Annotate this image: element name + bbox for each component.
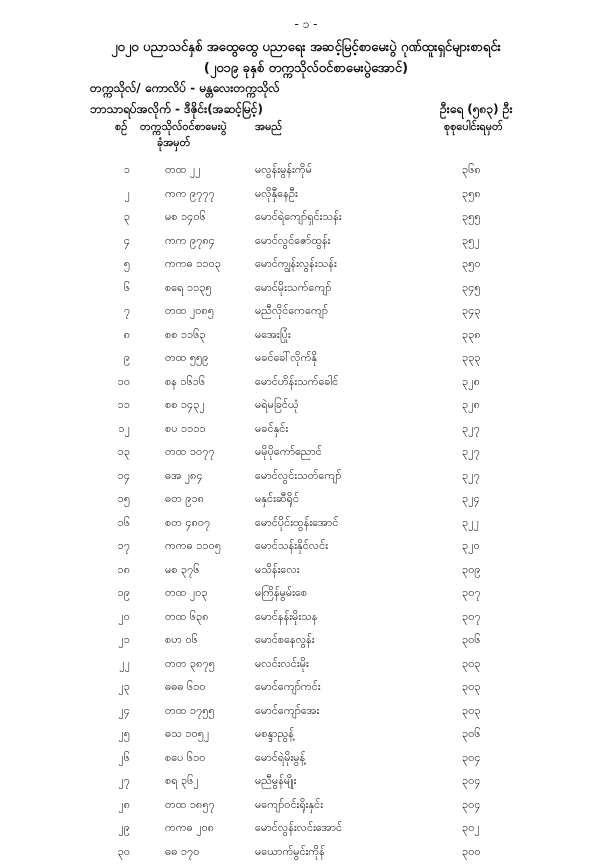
roll-number: စတ ၄၈၀၇ — [165, 516, 210, 532]
row-number: ၇ — [108, 304, 130, 320]
row-number: ၁ — [108, 163, 130, 179]
roll-number: ကကဓ ၁၁၀၅ — [165, 539, 221, 555]
table-row — [0, 163, 612, 187]
table-row — [0, 633, 612, 657]
table-row — [0, 257, 612, 281]
student-name: မောင်ကျွန်းလွန်းသန်း — [255, 257, 337, 273]
student-name: မောင်ဟိန်းသက်ခေါင် — [255, 375, 338, 391]
total-marks: ၃၀၆ — [462, 727, 481, 743]
table-row — [0, 563, 612, 587]
total-marks: ၃၀၃ — [462, 680, 481, 696]
row-number: ၂၉ — [108, 821, 130, 837]
student-name: မောင်ရဲကျော်ရှင်းသန်း — [255, 210, 342, 226]
student-name: မောင်ရဲမိုးမွန့် — [255, 751, 305, 767]
table-row — [0, 516, 612, 540]
row-number: ၂၁ — [108, 633, 130, 649]
header-no: စဉ် — [115, 120, 127, 136]
roll-number: ဓအ ၂၈၄ — [165, 469, 203, 485]
roll-number: တထ ၁၀၇၇ — [165, 445, 215, 461]
student-name: မောင်စနေလွန်း — [255, 633, 315, 649]
roll-number: တထ ၁၇၅၅ — [165, 704, 215, 720]
row-number: ၁၅ — [108, 492, 130, 508]
total-marks: ၃၀၂ — [462, 821, 480, 837]
student-name: မလင်းလင်းမိုး — [255, 657, 309, 673]
table-row — [0, 492, 612, 516]
table-row — [0, 375, 612, 399]
student-name: မနှင်းဆီရိုင် — [255, 492, 299, 508]
roll-number: စရေ ၁၁၃၅ — [165, 281, 212, 297]
row-number: ၃၀ — [108, 845, 130, 861]
table-row — [0, 351, 612, 375]
total-marks: ၃၀၃ — [462, 657, 481, 673]
table-row — [0, 704, 612, 728]
row-number: ၁၄ — [108, 469, 130, 485]
roll-number: တထ ၅၅၉ — [165, 351, 208, 367]
table-row — [0, 422, 612, 446]
row-number: ၂၈ — [108, 798, 130, 814]
total-marks: ၃၂၇ — [462, 445, 480, 461]
table-row — [0, 281, 612, 305]
row-number: ၅ — [108, 257, 130, 273]
total-marks: ၃၀၄ — [462, 774, 481, 790]
student-name: မောင်ပိုင်းထွန်းအောင် — [255, 516, 338, 532]
student-name: မောင်နန်းမိုးသန — [255, 610, 317, 626]
table-row — [0, 445, 612, 469]
student-name: မသိန်းလေး — [255, 563, 299, 579]
row-number: ၂၀ — [108, 610, 130, 626]
table-row — [0, 304, 612, 328]
student-name: မောင်မိုးသက်ကျော် — [255, 281, 331, 297]
student-name: မကြိန်မွမ်းစေ — [255, 586, 307, 602]
student-name: မောင်လွင်းသတ်ကျော် — [255, 469, 341, 485]
roll-number: တထ ၂၀၈၅ — [165, 304, 214, 320]
student-name: မရဲမခြင်ယုံ — [255, 398, 299, 414]
table-row — [0, 539, 612, 563]
table-row — [0, 657, 612, 681]
table-row — [0, 727, 612, 751]
student-name: မကျော်ဝင်းရိုးနှင်း — [255, 798, 323, 814]
row-number: ၃ — [108, 210, 130, 226]
roll-number: ဓတ ၉၁၈ — [165, 492, 204, 508]
row-number: ၁၇ — [108, 539, 130, 555]
total-marks: ၃၂၇ — [462, 422, 480, 438]
row-number: ၉ — [108, 351, 130, 367]
row-number: ၄ — [108, 234, 130, 250]
total-marks: ၃၀၇ — [462, 610, 481, 626]
table-row — [0, 210, 612, 234]
total-marks: ၃၅၀ — [462, 257, 481, 273]
table-row — [0, 610, 612, 634]
table-row — [0, 469, 612, 493]
student-name: မလွန်းမွန်းကိုမ် — [255, 163, 312, 179]
table-row — [0, 845, 612, 868]
total-marks: ၃၂၀ — [462, 539, 480, 555]
student-name: မယောက်မွင်းကိုန် — [255, 845, 325, 861]
total-marks: ၃၀၆ — [462, 633, 481, 649]
roll-number: စရ ၃၆၂ — [165, 774, 199, 790]
total-marks: ၃၄၅ — [462, 281, 481, 297]
total-marks: ၃၂၇ — [462, 469, 480, 485]
total-marks: ၃၃၈ — [462, 328, 481, 344]
roll-number: ဓဓ ၁၇၀ — [165, 845, 199, 861]
total-count: ဦးရေ (၅၈၃) ဦး — [440, 101, 513, 119]
total-marks: ၃၅၂ — [462, 234, 480, 250]
results-list — [0, 163, 612, 868]
total-marks: ၃၀၉ — [462, 563, 481, 579]
total-marks: ၃၀၇ — [462, 586, 481, 602]
total-marks: ၃၀၀ — [462, 845, 481, 861]
student-name: မစန္ဒာညွန့် — [255, 727, 294, 743]
roll-number: မစ ၁၄၀၆ — [165, 210, 206, 226]
roll-number: တထ ၂၀၃ — [165, 586, 208, 602]
total-marks: ၃၀၄ — [462, 751, 481, 767]
table-row — [0, 328, 612, 352]
student-name: မခင်ခေါ်လိုက်နို — [255, 351, 317, 367]
table-row — [0, 774, 612, 798]
roll-number: ဓသ ၁၀၅၂ — [165, 727, 209, 743]
row-number: ၈ — [108, 328, 130, 344]
row-number: ၂ — [108, 187, 130, 203]
table-row — [0, 680, 612, 704]
row-number: ၁၈ — [108, 563, 130, 579]
roll-number: တထ ၆၃၈ — [165, 610, 209, 626]
table-row — [0, 586, 612, 610]
header-name: အမည် — [255, 120, 282, 136]
roll-number: စစ ၁၄၃၂ — [165, 398, 205, 414]
roll-number: စပေ ၆၁၀ — [165, 751, 206, 767]
table-row — [0, 234, 612, 258]
roll-number: ကကဓ ၁၁၀၃ — [165, 257, 221, 273]
roll-number: စဟ ၀၆ — [165, 633, 198, 649]
row-number: ၂၆ — [108, 751, 130, 767]
student-name: မညီလိုင်ကေကျော် — [255, 304, 328, 320]
subject-line: ဘာသာရပ်အလိုက် - ဒီဇိုင်း(အဆင့်မြင့်) — [90, 101, 263, 119]
roll-number: တတ ၃၈၇၅ — [165, 657, 215, 673]
roll-number: တထ ၂၂ — [165, 163, 201, 179]
row-number: ၂၇ — [108, 774, 130, 790]
table-row — [0, 187, 612, 211]
row-number: ၂၂ — [108, 657, 130, 673]
roll-number: စန ၁၆၁၆ — [165, 375, 205, 391]
table-row — [0, 751, 612, 775]
roll-number: ကကဓ ၂၀၈ — [165, 821, 214, 837]
column-headers — [0, 120, 612, 154]
total-marks: ၃၆၈ — [462, 163, 481, 179]
row-number: ၆ — [108, 281, 130, 297]
page-number: - ၁ - — [0, 16, 612, 34]
total-marks: ၃၀၄ — [462, 798, 481, 814]
student-name: မောင်ကျော်ကင်း — [255, 680, 321, 696]
header-roll-line2: ခုံအမှတ် — [157, 136, 190, 152]
student-name: မအေးပြုံး — [255, 328, 291, 344]
roll-number: ဓဓဓ ၆၁၀ — [165, 680, 206, 696]
total-marks: ၃၀၃ — [462, 704, 481, 720]
total-marks: ၃၄၃ — [462, 304, 481, 320]
student-name: မညီမွန်မျိုး — [255, 774, 296, 790]
student-name: မခင်နှင်း — [255, 422, 288, 438]
student-name: မောင်လွန်းလင်းအောင် — [255, 821, 342, 837]
total-marks: ၃၅၅ — [462, 210, 481, 226]
table-row — [0, 398, 612, 422]
total-marks: ၃၃၃ — [462, 351, 481, 367]
row-number: ၁၂ — [108, 422, 130, 438]
roll-number: တထ ၁၈၅၇ — [165, 798, 215, 814]
total-marks: ၃၂၄ — [462, 492, 480, 508]
roll-number: မစ ၃၇၆ — [165, 563, 200, 579]
row-number: ၂၅ — [108, 727, 130, 743]
roll-number: စပ ၁၁၁၁ — [165, 422, 206, 438]
student-name: မောင်သန်းနိုင်လင်း — [255, 539, 328, 555]
roll-number: စစ ၁၁၆၃ — [165, 328, 206, 344]
student-name: မောင်လွင်ဇော်ထွန်း — [255, 234, 330, 250]
university-line: တက္ကသိုလ်/ ကောလိပ် - မန္တလေးတက္ကသိုလ် — [90, 80, 280, 98]
table-row — [0, 798, 612, 822]
student-name: မမိုပိုကော်ညောင် — [255, 445, 322, 461]
document-subtitle: (၂၀၁၉ ခုနှစ် တက္ကသိုလ်ဝင်စာမေးပွဲအောင်) — [0, 60, 612, 79]
row-number: ၂၄ — [108, 704, 130, 720]
table-row — [0, 821, 612, 845]
header-marks: စုစုပေါင်းရမှတ် — [444, 120, 503, 136]
row-number: ၁၁ — [108, 398, 130, 414]
total-marks: ၃၅၈ — [462, 187, 481, 203]
student-name: မလိုနှီနေဦး — [255, 187, 298, 203]
total-marks: ၃၂၈ — [462, 398, 480, 414]
row-number: ၂၃ — [108, 680, 130, 696]
roll-number: ကက ၉၇၈၄ — [165, 234, 215, 250]
row-number: ၁၆ — [108, 516, 130, 532]
header-roll: တက္ကသိုလ်ဝင်စာမေးပွဲ — [140, 120, 227, 136]
student-name: မောင်ကျော်အေး — [255, 704, 319, 720]
row-number: ၁၃ — [108, 445, 130, 461]
total-marks: ၃၂၈ — [462, 375, 480, 391]
roll-number: ကက ၉၇၇၇ — [165, 187, 215, 203]
row-number: ၁၀ — [108, 375, 130, 391]
total-marks: ၃၂၂ — [462, 516, 479, 532]
document-title: ၂၀၂၀ ပညာသင်နှစ် အထွေထွေ ပညာရေး အဆင့်မြင့်စာမေးပွဲ ဂုဏ်ထူးရှင်များစာရင်း — [0, 39, 612, 58]
row-number: ၁၉ — [108, 586, 130, 602]
